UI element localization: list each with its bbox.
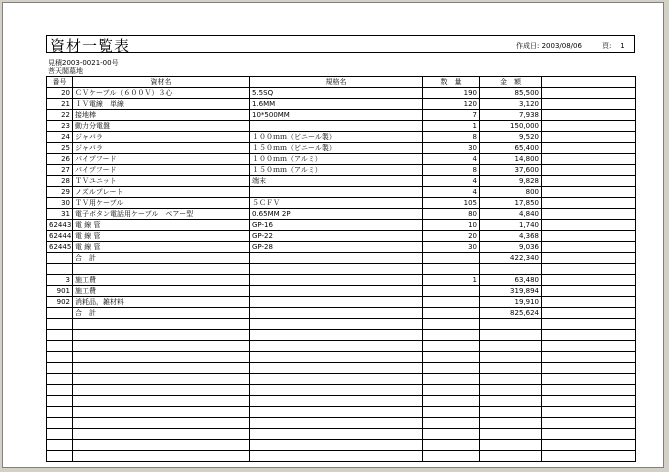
cell-amount: 800 — [480, 187, 542, 198]
table-row — [47, 396, 636, 407]
table-row — [47, 341, 636, 352]
cell-no — [47, 341, 73, 352]
cell-name: ジャバラ — [73, 143, 250, 154]
cell-remarks — [542, 198, 636, 209]
cell-qty — [423, 385, 480, 396]
cell-remarks — [542, 209, 636, 220]
table-row — [47, 154, 636, 165]
cell-spec — [250, 451, 423, 462]
cell-spec — [250, 121, 423, 132]
cell-no: 31 — [47, 209, 73, 220]
cell-name — [73, 330, 250, 341]
cell-amount: 150,000 — [480, 121, 542, 132]
cell-remarks — [542, 99, 636, 110]
cell-amount: 9,828 — [480, 176, 542, 187]
cell-no — [47, 374, 73, 385]
table-row — [47, 88, 636, 99]
table-row — [47, 319, 636, 330]
cell-qty: 1 — [423, 275, 480, 286]
cell-name — [73, 374, 250, 385]
cell-amount: 63,480 — [480, 275, 542, 286]
cell-qty — [423, 330, 480, 341]
cell-qty: 30 — [423, 143, 480, 154]
cell-spec: 1.6MM — [250, 99, 423, 110]
cell-qty: 20 — [423, 231, 480, 242]
cell-no: 27 — [47, 165, 73, 176]
cell-no — [47, 319, 73, 330]
cell-no: 901 — [47, 286, 73, 297]
cell-remarks — [542, 253, 636, 264]
cell-no — [47, 253, 73, 264]
cell-name: 電 線 管 — [73, 220, 250, 231]
cell-no — [47, 385, 73, 396]
cell-qty — [423, 297, 480, 308]
table-row — [47, 209, 636, 220]
cell-no: 20 — [47, 88, 73, 99]
cell-no: 24 — [47, 132, 73, 143]
column-header-remarks — [542, 77, 636, 88]
cell-no: 62444 — [47, 231, 73, 242]
cell-qty: 105 — [423, 198, 480, 209]
table-body — [47, 88, 636, 462]
cell-qty — [423, 264, 480, 275]
table-row — [47, 110, 636, 121]
created-date-value: 2003/08/06 — [541, 42, 582, 50]
cell-remarks — [542, 264, 636, 275]
cell-spec — [250, 187, 423, 198]
cell-spec — [250, 440, 423, 451]
table-row — [47, 385, 636, 396]
cell-no — [47, 407, 73, 418]
cell-spec — [250, 352, 423, 363]
table-row — [47, 264, 636, 275]
cell-spec — [250, 330, 423, 341]
cell-amount — [480, 330, 542, 341]
cell-spec: GP-22 — [250, 231, 423, 242]
cell-spec — [250, 429, 423, 440]
cell-name: 施工費 — [73, 286, 250, 297]
cell-spec — [250, 341, 423, 352]
cell-amount: 825,624 — [480, 308, 542, 319]
page-number — [602, 41, 625, 51]
table-row — [47, 451, 636, 462]
column-header-no: 番号 — [47, 77, 73, 88]
cell-no: 62443 — [47, 220, 73, 231]
cell-amount — [480, 352, 542, 363]
cell-no — [47, 308, 73, 319]
cell-qty: 30 — [423, 242, 480, 253]
cell-qty — [423, 451, 480, 462]
column-header-name: 資材名 — [73, 77, 250, 88]
table-row — [47, 121, 636, 132]
cell-qty: 80 — [423, 209, 480, 220]
page-label: 頁: — [602, 42, 612, 50]
cell-remarks — [542, 451, 636, 462]
cell-name: ノズルプレート — [73, 187, 250, 198]
cell-no — [47, 363, 73, 374]
table-row — [47, 132, 636, 143]
cell-amount: 65,400 — [480, 143, 542, 154]
title-box — [46, 35, 635, 53]
table-row — [47, 363, 636, 374]
cell-amount — [480, 374, 542, 385]
created-date — [516, 41, 582, 51]
cell-name — [73, 363, 250, 374]
cell-spec: １００ｍｍ（アルミ） — [250, 154, 423, 165]
table-row — [47, 286, 636, 297]
cell-name: ＩＶ電線 単線 — [73, 99, 250, 110]
cell-qty — [423, 319, 480, 330]
cell-no: 21 — [47, 99, 73, 110]
cell-amount — [480, 418, 542, 429]
cell-name — [73, 385, 250, 396]
cell-remarks — [542, 187, 636, 198]
cell-qty: 120 — [423, 99, 480, 110]
cell-qty: 8 — [423, 165, 480, 176]
cell-amount — [480, 363, 542, 374]
cell-name: 電子ボタン電話用ケーブル ペアー型 — [73, 209, 250, 220]
table-row — [47, 99, 636, 110]
cell-amount — [480, 264, 542, 275]
cell-spec: 0.65MM 2P — [250, 209, 423, 220]
cell-spec — [250, 275, 423, 286]
cell-qty — [423, 253, 480, 264]
cell-remarks — [542, 165, 636, 176]
cell-qty: 7 — [423, 110, 480, 121]
cell-remarks — [542, 319, 636, 330]
cell-remarks — [542, 143, 636, 154]
cell-name — [73, 407, 250, 418]
cell-remarks — [542, 407, 636, 418]
table-row — [47, 187, 636, 198]
column-header-amount: 金 額 — [480, 77, 542, 88]
table-row — [47, 407, 636, 418]
cell-qty — [423, 352, 480, 363]
cell-amount — [480, 319, 542, 330]
cell-name — [73, 396, 250, 407]
cell-name: 電 線 管 — [73, 242, 250, 253]
cell-spec — [250, 286, 423, 297]
cell-qty — [423, 308, 480, 319]
table-row — [47, 352, 636, 363]
report-title: 資材一覧表 — [50, 37, 131, 55]
cell-amount: 9,036 — [480, 242, 542, 253]
cell-qty: 1 — [423, 121, 480, 132]
cell-qty — [423, 374, 480, 385]
cell-qty — [423, 396, 480, 407]
cell-remarks — [542, 176, 636, 187]
cell-spec — [250, 418, 423, 429]
cell-name: ＴＶ用ケーブル — [73, 198, 250, 209]
cell-remarks — [542, 110, 636, 121]
cell-remarks — [542, 418, 636, 429]
cell-name: パイプフード — [73, 154, 250, 165]
table-row — [47, 330, 636, 341]
cell-qty — [423, 341, 480, 352]
estimate-number: 見積2003-0021-00号 — [48, 59, 119, 67]
table-row — [47, 242, 636, 253]
cell-remarks — [542, 220, 636, 231]
cell-remarks — [542, 297, 636, 308]
cell-amount: 4,840 — [480, 209, 542, 220]
cell-no: 22 — [47, 110, 73, 121]
cell-name: ジャバラ — [73, 132, 250, 143]
cell-no: 30 — [47, 198, 73, 209]
table-row — [47, 275, 636, 286]
cell-amount — [480, 451, 542, 462]
table-row — [47, 253, 636, 264]
cell-no — [47, 418, 73, 429]
cell-remarks — [542, 154, 636, 165]
cell-no — [47, 440, 73, 451]
report-page — [2, 2, 664, 468]
cell-spec — [250, 253, 423, 264]
cell-name: 合 計 — [73, 253, 250, 264]
table-row — [47, 297, 636, 308]
cell-spec: ５ＣＦＶ — [250, 198, 423, 209]
cell-no — [47, 396, 73, 407]
cell-name — [73, 264, 250, 275]
materials-table — [46, 76, 636, 462]
cell-qty — [423, 286, 480, 297]
cell-qty: 10 — [423, 220, 480, 231]
cell-remarks — [542, 374, 636, 385]
cell-name: 動力分電盤 — [73, 121, 250, 132]
cell-remarks — [542, 440, 636, 451]
cell-amount — [480, 407, 542, 418]
cell-name — [73, 352, 250, 363]
cell-spec — [250, 297, 423, 308]
cell-spec: 端末 — [250, 176, 423, 187]
cell-qty — [423, 440, 480, 451]
cell-qty — [423, 363, 480, 374]
cell-no: 25 — [47, 143, 73, 154]
cell-qty — [423, 418, 480, 429]
cell-no: 62445 — [47, 242, 73, 253]
cell-amount: 14,800 — [480, 154, 542, 165]
cell-no — [47, 264, 73, 275]
cell-remarks — [542, 231, 636, 242]
cell-name: パイプフード — [73, 165, 250, 176]
cell-remarks — [542, 275, 636, 286]
cell-no: 902 — [47, 297, 73, 308]
cell-amount — [480, 396, 542, 407]
cell-remarks — [542, 88, 636, 99]
cell-amount: 37,600 — [480, 165, 542, 176]
cell-remarks — [542, 385, 636, 396]
cell-amount: 422,340 — [480, 253, 542, 264]
cell-no — [47, 352, 73, 363]
cell-no — [47, 429, 73, 440]
cell-qty: 8 — [423, 132, 480, 143]
cell-spec — [250, 319, 423, 330]
cell-remarks — [542, 132, 636, 143]
page-number-value: 1 — [620, 42, 625, 50]
table-row — [47, 220, 636, 231]
cell-amount: 9,520 — [480, 132, 542, 143]
cell-qty — [423, 429, 480, 440]
table-row — [47, 308, 636, 319]
cell-amount: 1,740 — [480, 220, 542, 231]
cell-spec — [250, 363, 423, 374]
cell-spec — [250, 374, 423, 385]
site-name: 菩天閣墓地 — [48, 67, 83, 75]
cell-no: 29 — [47, 187, 73, 198]
cell-remarks — [542, 286, 636, 297]
cell-qty: 190 — [423, 88, 480, 99]
cell-remarks — [542, 429, 636, 440]
cell-spec: 5.5SQ — [250, 88, 423, 99]
cell-spec: GP-16 — [250, 220, 423, 231]
cell-amount: 17,850 — [480, 198, 542, 209]
cell-spec: 10*500MM — [250, 110, 423, 121]
cell-name: ＴＶユニット — [73, 176, 250, 187]
cell-qty: 4 — [423, 154, 480, 165]
cell-qty: 4 — [423, 187, 480, 198]
table-header-row — [47, 77, 636, 88]
cell-remarks — [542, 308, 636, 319]
table-row — [47, 176, 636, 187]
cell-remarks — [542, 121, 636, 132]
column-header-qty: 数 量 — [423, 77, 480, 88]
table-row — [47, 374, 636, 385]
cell-remarks — [542, 341, 636, 352]
table-row — [47, 231, 636, 242]
cell-spec: １００ｍｍ（ビニール製） — [250, 132, 423, 143]
cell-remarks — [542, 330, 636, 341]
table-row — [47, 429, 636, 440]
cell-remarks — [542, 352, 636, 363]
cell-qty: 4 — [423, 176, 480, 187]
cell-amount — [480, 341, 542, 352]
cell-spec — [250, 308, 423, 319]
cell-amount: 85,500 — [480, 88, 542, 99]
cell-name: 合 計 — [73, 308, 250, 319]
cell-name — [73, 418, 250, 429]
cell-name: 接地棒 — [73, 110, 250, 121]
cell-name: 施工費 — [73, 275, 250, 286]
cell-no: 23 — [47, 121, 73, 132]
cell-name — [73, 341, 250, 352]
cell-name: 電 線 管 — [73, 231, 250, 242]
table-row — [47, 440, 636, 451]
table-row — [47, 143, 636, 154]
cell-amount: 3,120 — [480, 99, 542, 110]
cell-no: 28 — [47, 176, 73, 187]
cell-amount: 7,938 — [480, 110, 542, 121]
cell-spec — [250, 407, 423, 418]
cell-name — [73, 319, 250, 330]
table-row — [47, 418, 636, 429]
cell-amount — [480, 429, 542, 440]
cell-name: 消耗品，雑材料 — [73, 297, 250, 308]
column-header-spec: 規格名 — [250, 77, 423, 88]
cell-remarks — [542, 396, 636, 407]
cell-no — [47, 330, 73, 341]
cell-amount: 4,368 — [480, 231, 542, 242]
cell-no: 3 — [47, 275, 73, 286]
cell-spec — [250, 264, 423, 275]
cell-amount — [480, 440, 542, 451]
cell-amount: 319,894 — [480, 286, 542, 297]
table-row — [47, 165, 636, 176]
cell-remarks — [542, 242, 636, 253]
cell-name — [73, 440, 250, 451]
cell-amount — [480, 385, 542, 396]
cell-spec: １５０ｍｍ（アルミ） — [250, 165, 423, 176]
cell-amount: 19,910 — [480, 297, 542, 308]
cell-qty — [423, 407, 480, 418]
cell-name: ＣＶケーブル（６００Ｖ）３心 — [73, 88, 250, 99]
cell-spec — [250, 396, 423, 407]
cell-no — [47, 451, 73, 462]
cell-name — [73, 429, 250, 440]
cell-no: 26 — [47, 154, 73, 165]
cell-spec — [250, 385, 423, 396]
cell-remarks — [542, 363, 636, 374]
cell-spec: １５０ｍｍ（ビニール製） — [250, 143, 423, 154]
cell-spec: GP-28 — [250, 242, 423, 253]
table-row — [47, 198, 636, 209]
created-label: 作成日: — [516, 42, 540, 50]
cell-name — [73, 451, 250, 462]
